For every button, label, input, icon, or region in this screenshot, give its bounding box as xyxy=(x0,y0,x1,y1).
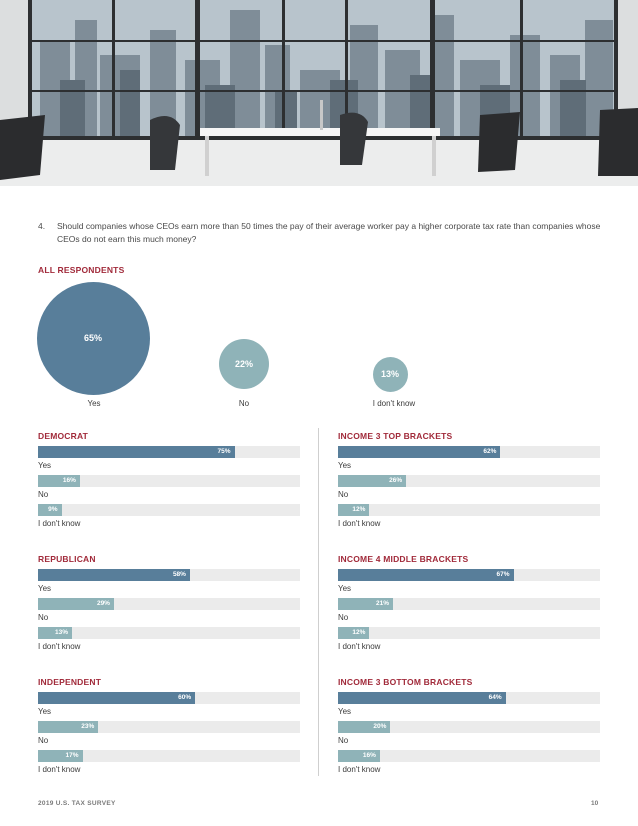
bar-label: No xyxy=(338,490,349,499)
bar-label: I don't know xyxy=(38,642,81,651)
bar-value: 23% xyxy=(81,723,95,730)
group-heading: INCOME 3 BOTTOM BRACKETS xyxy=(338,677,473,687)
bar-fill-yes xyxy=(338,692,506,704)
yes-circle-value: 65% xyxy=(83,333,102,343)
bar-fill-no xyxy=(338,475,406,487)
bar-value: 13% xyxy=(55,629,69,636)
bar-row-idk xyxy=(38,504,300,533)
bar-track xyxy=(38,569,300,581)
bar-value: 62% xyxy=(483,448,497,455)
column-divider xyxy=(318,428,319,776)
bar-label: No xyxy=(38,736,49,745)
bar-value: 58% xyxy=(172,571,186,578)
bar-track xyxy=(338,569,600,581)
bar-label: Yes xyxy=(38,707,52,716)
bar-track xyxy=(338,446,600,458)
bar-track xyxy=(38,750,300,762)
bar-fill-yes xyxy=(338,569,514,581)
hero-photo xyxy=(0,0,638,186)
all-respondents-heading: ALL RESPONDENTS xyxy=(38,265,125,275)
bar-label: No xyxy=(38,613,49,622)
bar-fill-no xyxy=(38,598,114,610)
group-republican xyxy=(38,554,300,656)
bar-label: Yes xyxy=(338,584,352,593)
bar-label: I don't know xyxy=(338,642,381,651)
bar-label: No xyxy=(38,490,49,499)
bar-value: 26% xyxy=(389,477,403,484)
bar-row-yes xyxy=(38,446,300,475)
bar-label: No xyxy=(338,736,349,745)
bar-track xyxy=(338,598,600,610)
bar-row-yes xyxy=(338,569,600,598)
bar-value: 20% xyxy=(373,723,387,730)
bar-value: 64% xyxy=(488,694,502,701)
bar-track xyxy=(38,504,300,516)
bar-label: Yes xyxy=(38,461,52,470)
group-heading: INCOME 3 TOP BRACKETS xyxy=(338,431,453,441)
bar-row-no xyxy=(38,721,300,750)
bar-label: I don't know xyxy=(338,519,381,528)
office-photo-icon xyxy=(0,0,638,186)
bar-value: 75% xyxy=(217,448,231,455)
bar-label: I don't know xyxy=(338,765,381,774)
bar-value: 29% xyxy=(96,600,110,607)
bar-label: Yes xyxy=(338,707,352,716)
bar-fill-idk xyxy=(38,627,72,639)
group-independent xyxy=(38,677,300,779)
bar-value: 16% xyxy=(362,752,376,759)
bar-track xyxy=(338,721,600,733)
bar-fill-no xyxy=(338,721,390,733)
bar-row-no xyxy=(338,598,600,627)
bar-fill-idk xyxy=(338,504,369,516)
bar-value: 12% xyxy=(352,629,366,636)
bar-value: 9% xyxy=(48,506,58,513)
group-heading: INDEPENDENT xyxy=(38,677,102,687)
group-income-middle xyxy=(338,554,600,656)
bar-value: 60% xyxy=(178,694,192,701)
bar-row-yes xyxy=(338,692,600,721)
no-circle-value: 22% xyxy=(234,359,253,369)
idk-circle-label: I don't know xyxy=(372,399,416,408)
group-income-top xyxy=(338,431,600,533)
bar-row-yes xyxy=(38,692,300,721)
footer-title: 2019 U.S. TAX SURVEY xyxy=(38,800,116,807)
bar-track xyxy=(338,750,600,762)
bar-row-yes xyxy=(338,446,600,475)
bar-track xyxy=(38,475,300,487)
bar-fill-idk xyxy=(38,504,62,516)
bar-row-no xyxy=(338,721,600,750)
bar-track xyxy=(38,446,300,458)
bar-value: 67% xyxy=(496,571,510,578)
question-text: Should companies whose CEOs earn more than 50 times the pay of their average worker pay a higher corporate tax rate than companies whose CEOs do not earn this much money? xyxy=(57,221,601,244)
yes-circle-label: Yes xyxy=(87,399,101,408)
bar-value: 17% xyxy=(65,752,79,759)
idk-circle-value: 13% xyxy=(380,369,399,379)
bar-fill-yes xyxy=(38,446,235,458)
bar-value: 16% xyxy=(62,477,76,484)
bar-value: 21% xyxy=(376,600,390,607)
bar-row-idk xyxy=(338,750,600,779)
bar-fill-no xyxy=(338,598,393,610)
bar-row-no xyxy=(38,475,300,504)
bar-fill-idk xyxy=(38,750,83,762)
bar-fill-no xyxy=(38,475,80,487)
bar-row-no xyxy=(338,475,600,504)
bar-row-idk xyxy=(338,627,600,656)
no-circle-label: No xyxy=(238,399,250,408)
bar-track xyxy=(38,627,300,639)
bar-label: I don't know xyxy=(38,519,81,528)
bar-fill-no xyxy=(38,721,98,733)
bar-label: Yes xyxy=(338,461,352,470)
question-number: 4. xyxy=(38,221,46,231)
bar-fill-idk xyxy=(338,627,369,639)
bar-fill-yes xyxy=(38,569,190,581)
bar-row-idk xyxy=(38,750,300,779)
bar-track xyxy=(338,627,600,639)
bar-label: Yes xyxy=(38,584,52,593)
group-democrat xyxy=(38,431,300,533)
bar-track xyxy=(338,504,600,516)
bar-fill-idk xyxy=(338,750,380,762)
bar-value: 12% xyxy=(352,506,366,513)
group-income-bottom xyxy=(338,677,600,779)
bar-track xyxy=(38,598,300,610)
bar-track xyxy=(38,692,300,704)
bar-row-no xyxy=(38,598,300,627)
page-number: 10 xyxy=(591,800,599,807)
bar-track xyxy=(338,692,600,704)
bar-track xyxy=(38,721,300,733)
bar-fill-yes xyxy=(338,446,500,458)
bar-row-yes xyxy=(38,569,300,598)
group-heading: DEMOCRAT xyxy=(38,431,89,441)
group-heading: REPUBLICAN xyxy=(38,554,96,564)
bar-label: No xyxy=(338,613,349,622)
bar-row-idk xyxy=(38,627,300,656)
bar-label: I don't know xyxy=(38,765,81,774)
bar-track xyxy=(338,475,600,487)
bar-fill-yes xyxy=(38,692,195,704)
bar-row-idk xyxy=(338,504,600,533)
group-heading: INCOME 4 MIDDLE BRACKETS xyxy=(338,554,469,564)
